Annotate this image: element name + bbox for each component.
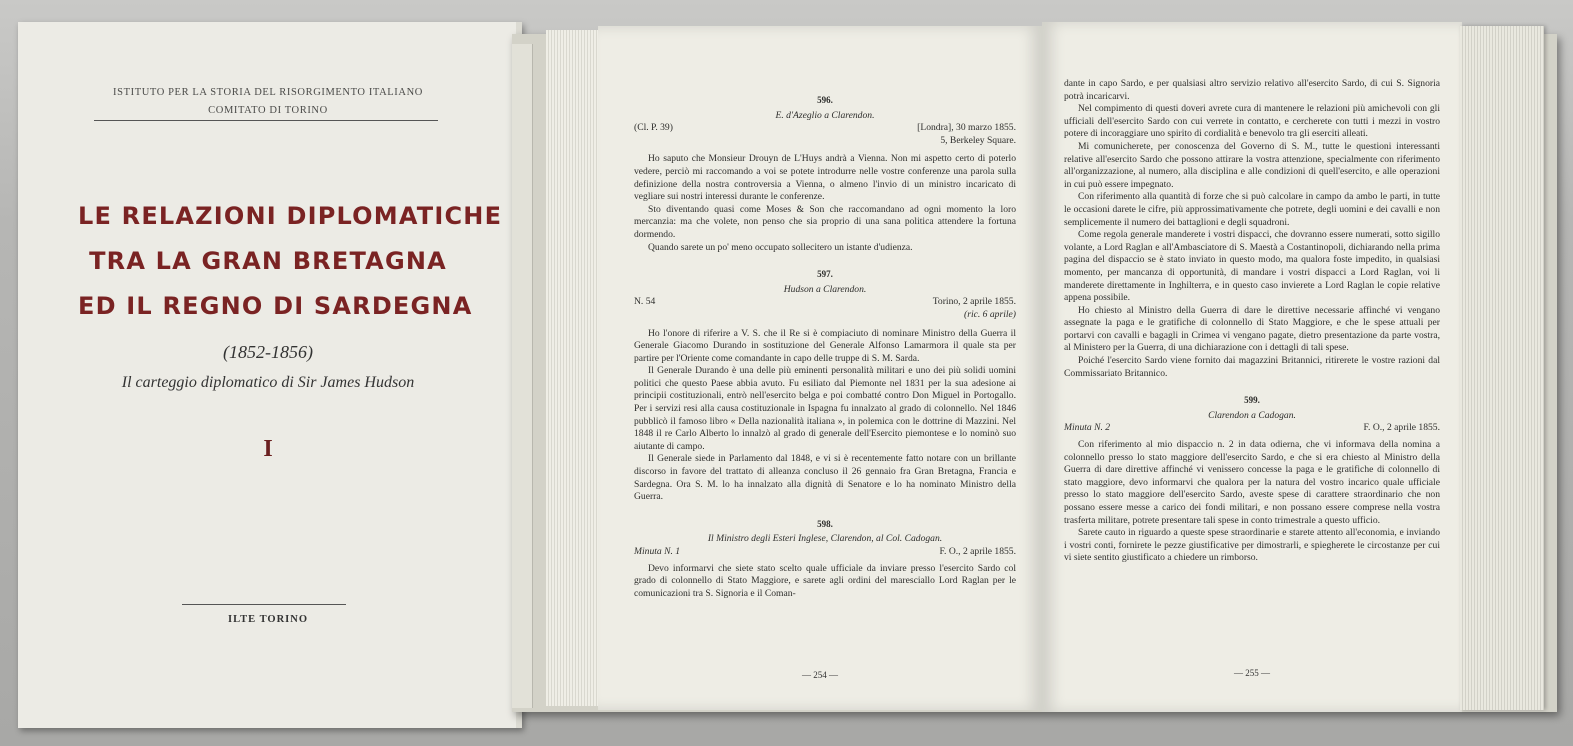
doc-ref: N. 54 [634,296,656,308]
doc-meta-2 [634,135,1016,148]
paragraph: Sto diventando quasi come Moses & Son che raccomandano ad ogni momento la loro mercanzia: ma che volete, non penso che sia proprio di una sana politica attendere la fortuna dormendo. [634,203,1016,240]
paragraph: Sarete cauto in riguardo a queste spese straordinarie e starete attento all'economia, e inviando i vostri conti, fornirete le pezze giustificative per dimostrarli, e spiegherete le circostanze per cui vi siete sentito giustificato a chiedere un rimborso. [1064,527,1440,564]
book-subtitle: Il carteggio diplomatico di Sir James Hudson [121,374,415,391]
paragraph: Il Generale siede in Parlamento dal 1848, e vi si è recentemente fatto notare con un brillante discorso in favore del trattato di alleanza concluso il 26 gennaio fra Gran Bretagna, Francia e Sardegna. Ora S. M. lo ha innalzato alla dignità di Senatore e lo ha nominato Ministro della Guerra. [634,453,1016,503]
paragraph: Poiché l'esercito Sardo viene fornito dai magazzini Britannici, ritirerete le vostre razioni dal Commissariato Britannico. [1064,355,1440,379]
paragraph: Ho l'onore di riferire a V. S. che il Re si è compiaciuto di nominare Ministro della Guerra il Generale Giacomo Durando in sostituzione del Generale Alfonso Lamarmora il quale sta per partire per l'Oriente come comandante in capo delle truppe di S. M. Sarda. [634,327,1016,364]
doc-ref: Minuta N. 1 [634,546,681,557]
doc-heading: Clarendon a Cadogan. [1208,409,1296,421]
left-page [598,26,1042,710]
imprint-divider [182,604,346,605]
imprint: ILTE TORINO [228,614,308,625]
volume-number: I [263,436,273,462]
paragraph: Con riferimento al mio dispaccio n. 2 in data odierna, che vi informava della nomina a colonnello presso lo stato maggiore dell'esercito Sardo, e che si era chiesto al Ministro della Guerra di dare direttive affinché vi venissero concesse la paga e le gratifiche di colonnello di stato maggiore, devo informarvi che qualora per la natura del vostro incarico quale ufficiale presso lo stato maggiore dell'esercito Sardo, aveste spese di carattere straordinario che non possano essere messe a carico dei fondi militari, e non possano essere comprese nella vostra trasferta militare, potrete presentare tali spese in conto trimestrale a questo ufficio. [1064,439,1440,526]
publisher-divider [94,120,438,121]
doc-meta [1064,422,1440,435]
left-page-text [634,86,1016,600]
doc-meta [634,122,1016,135]
paragraph: Il Generale Durando è una delle più eminenti personalità militari e uno dei più solidi uomini politici che questo Paese abbia avuto. Fu esiliato dal Piemonte nel 1831 per la sua adesione ai principii costituzionali, entrò nell'esercito belga e poi combatté contro Don Miguel in Portogallo. Per i servizi resi alla causa costituzionale in Ispagna fu innalzato al grado di colonnello. Nel 1846 pubblicò il famoso libro « Della nazionalità italiana », in polemica con le dottrine di Mazzini. Nel 1848 il re Carlo Alberto lo innalzò al grado di generale dell'Esercito piemontese e lo nominò suo aiutante di campo. [634,365,1016,452]
doc-heading: E. d'Azeglio a Clarendon. [775,109,875,121]
book-cover [18,22,522,728]
doc-heading: Hudson a Clarendon. [783,283,867,295]
doc-number: 598. [817,518,833,529]
doc-meta [634,296,1016,309]
paragraph: Nel compimento di questi doveri avrete cura di mantenere le relazioni più amichevoli con gli ufficiali dell'esercito Sardo con cui verrete in contatto, e cercherete con tutti i mezzi in vostro potere di incoraggiare uno spirito di cordialità e benevolo tra gli eserciti alleati. [1064,103,1440,140]
publisher [88,84,448,120]
title-line-2: TRA LA GRAN BRETAGNA [89,247,447,275]
doc-heading: Il Ministro degli Esteri Inglese, Clarendon, al Col. Cadogan. [707,533,943,545]
right-page-edges [1460,26,1544,710]
doc-ref: Minuta N. 2 [1064,422,1111,434]
right-page-text [1064,78,1440,565]
paragraph: dante in capo Sardo, e per qualsiasi altro servizio relativo all'esercito Sardo, di cui S. Signoria potrà incaricarvi. [1064,78,1440,102]
doc-meta [634,546,1016,559]
paragraph: Quando sarete un po' meno occupato sollecitero un istante d'udienza. [648,241,913,253]
title-line-1: LE RELAZIONI DIPLOMATICHE [78,202,503,230]
doc-place-date: F. O., 2 aprile 1855. [1363,422,1440,434]
book-title [78,194,503,329]
doc-ref: (Cl. P. 39) [634,122,673,134]
title-line-3: ED IL REGNO DI SARDEGNA [78,292,473,320]
paragraph: Devo informarvi che siete stato scelto quale ufficiale da inviare presso l'esercito Sardo col grado di colonnello di Stato Maggiore, e sarete agli ordini del maresciallo Lord Raglan per le comunicazioni tra S. Signoria e il Coman- [634,562,1016,599]
book-spine [512,44,533,708]
book-years: (1852-1856) [223,342,313,362]
paragraph: Ho chiesto al Ministro della Guerra di dare le direttive necessarie affinché vi vengano assegnate la paga e le gratifiche di colonnello di Stato Maggiore, e che le spese attuali per portarvi con cavalli e bagagli in Crimea vi vengano pagate, dietro presentazione da parte vostra, al Ministero per la Guerra, di una dichiarazione con i dettagli di tali spese. [1064,304,1440,354]
doc-place-date: [Londra], 30 marzo 1855. [917,122,1016,134]
doc-number: 596. [817,95,833,105]
publisher-line-1: ISTITUTO PER LA STORIA DEL RISORGIMENTO ITALIANO [113,87,423,98]
publisher-line-2: COMITATO DI TORINO [208,105,328,116]
doc-number: 597. [817,269,833,280]
doc-place-date: F. O., 2 aprile 1855. [939,546,1016,557]
doc-received: (ric. 6 aprile) [964,308,1016,320]
page-number: — 255 — [1234,668,1270,678]
doc-number: 599. [1244,395,1260,406]
paragraph: Con riferimento alla quantità di forze che si può calcolare in campo da ambo le parti, in tutte le occasioni darete le cifre, più approssimativamente che potrete, degli uomini e dei cavalli e non semplicemente il numero dei battaglioni e degli squadroni. [1064,191,1440,228]
paragraph: Ho saputo che Monsieur Drouyn de L'Huys andrà a Vienna. Non mi aspetto certo di poterlo vedere, perciò mi raccomando a voi se potete introdurre nelle vostre conferenze una parola sulla definizione della nostra controversia a Vienna, o almeno l'invio di un ministro incaricato di vegliare sui nostri interessi durante le conferenze. [634,153,1016,203]
doc-address: 5, Berkeley Square. [940,134,1016,146]
doc-meta-2 [634,309,1016,322]
doc-place-date: Torino, 2 aprile 1855. [932,296,1016,308]
paragraph: Come regola generale manderete i vostri dispacci, che dovranno essere numerati, sotto sigillo volante, a Lord Raglan e all'Ambasciatore di S. Maestà a Costantinopoli, dichiarando nella prima pagina del dispaccio se è stato inviato in questo modo, ma qualora foste impedito, in qualsiasi momento, per mancanza di opportunità, di mandare i vostri dispacci a Lord Raglan, voi li manderete direttamente in Inghilterra, e in questo caso invierete a Lord Raglan le copie relative appena possibile. [1064,229,1440,304]
page-number: — 254 — [802,670,838,680]
right-page [1042,22,1462,712]
left-page-edges [546,30,600,706]
paragraph: Mi comunicherete, per conoscenza del Governo di S. M., tutte le questioni interessanti relative all'esercito Sardo che possono attirare la vostra attenzione, specialmente con riferimento all'organizzazione, al numero, alla disciplina e alle condizioni di quell'esercito, e alle operazioni in cui può essere impegnato. [1064,140,1440,190]
